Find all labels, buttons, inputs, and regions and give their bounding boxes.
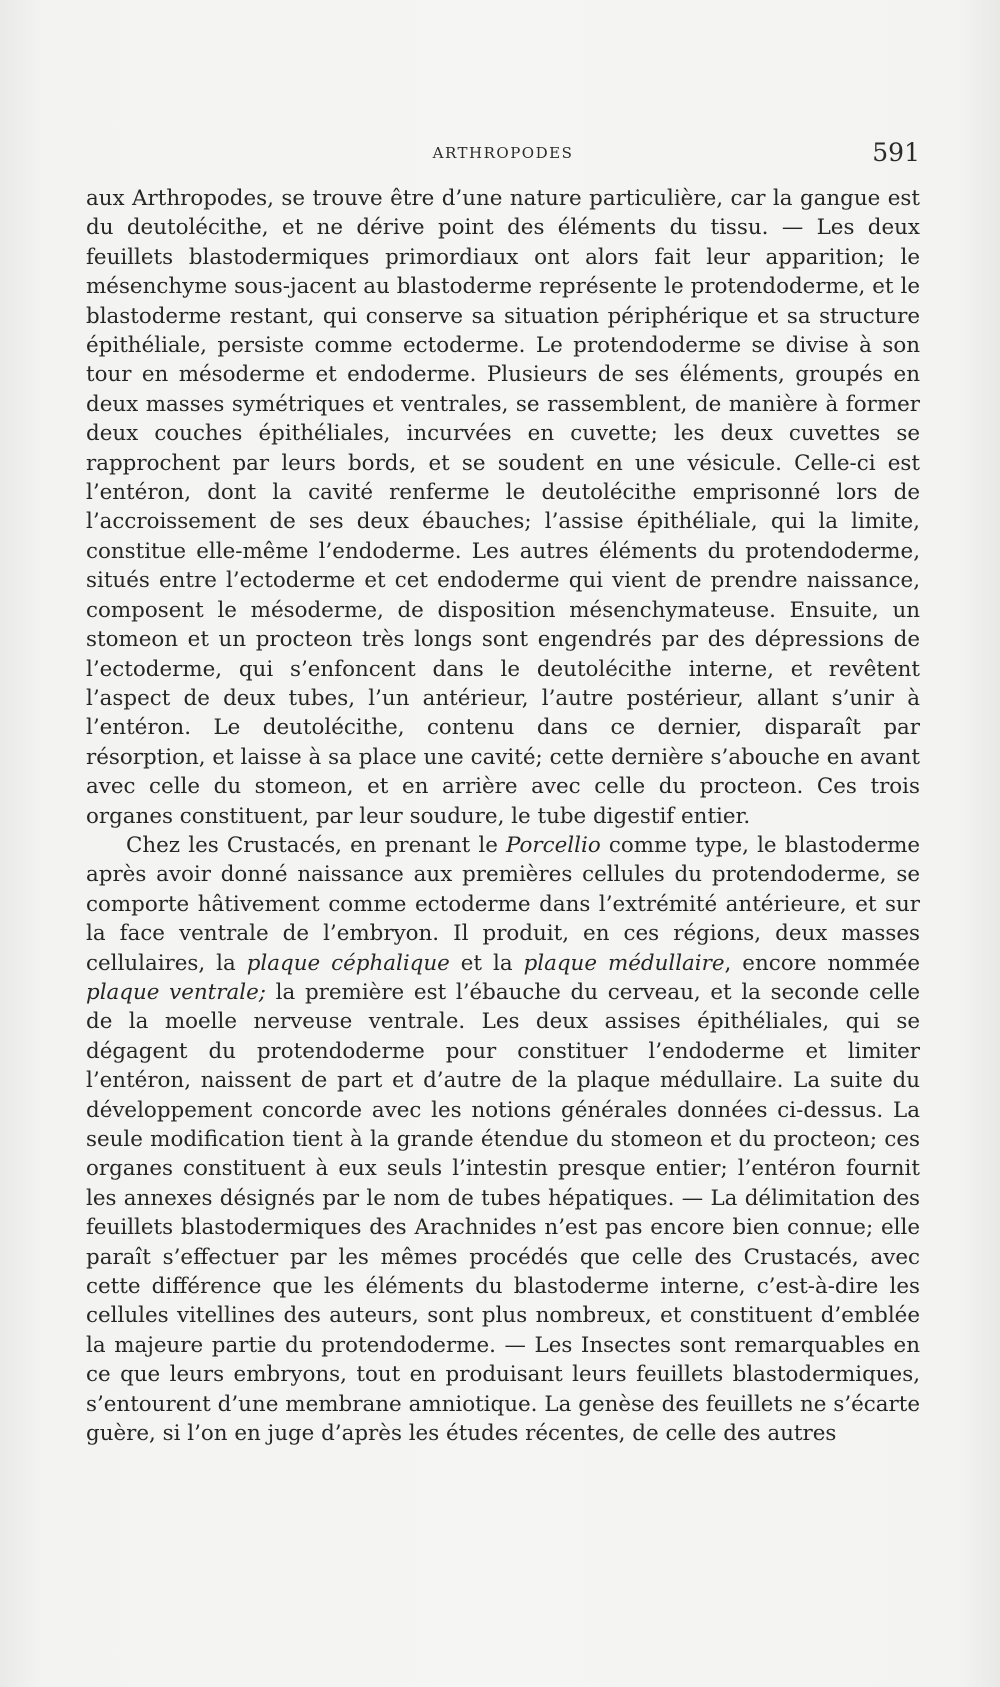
- page-number: 591: [872, 138, 920, 167]
- italic-term: plaque médullaire: [523, 950, 725, 976]
- paragraph-1: [86, 184, 920, 831]
- page-header: [86, 140, 920, 170]
- running-head: ARTHROPODES: [432, 144, 574, 162]
- text-segment: , encore nommée: [724, 950, 920, 976]
- body-text: [86, 184, 920, 1448]
- paragraph-2: [86, 831, 920, 1449]
- text-segment: aux Arthropodes, se trouve être d’une nature particulière, car la gangue est du deutolécithe, et ne dérive point des éléments du tissu. — Les deux feuillets blastodermiques primordiaux ont alors fait leur apparition; le mésenchyme sous-jacent au blastoderme représente le protendoderme, et le blastoderme restant, qui conserve sa situation périphérique et sa structure épithéliale, persiste comme ectoderme. Le protendoderme se divise à son tour en mésoderme et endoderme. Plusieurs de ses éléments, groupés en deux masses symétriques et ventrales, se rassemblent, de manière à former deux couches épithéliales, incurvées en cuvette; les deux cuvettes se rapprochent par leurs bords, et se soudent en une vésicule. Celle-ci est l’entéron, dont la cavité renferme le deutolécithe emprisonné lors de l’accroissement de ses deux ébauches; l’assise épithéliale, qui la limite, constitue elle-même l’endoderme. Les autres éléments du protendoderme, situés entre l’ectoderme et cet endoderme qui vient de prendre naissance, composent le mésoderme, de disposition mésenchymateuse. Ensuite, un stomeon et un procteon très longs sont engendrés par des dépressions de l’ectoderme, qui s’enfoncent dans le deutolécithe interne, et revêtent l’aspect de deux tubes, l’un antérieur, l’autre postérieur, allant s’unir à l’entéron. Le deutolécithe, contenu dans ce dernier, disparaît par résorption, et laisse à sa place une cavité; cette dernière s’abouche en avant avec celle du stomeon, et en arrière avec celle du procteon. Ces trois organes constituent, par leur soudure, le tube digestif entier.: [86, 186, 920, 829]
- italic-term: Porcellio: [506, 832, 601, 858]
- italic-term: plaque céphalique: [246, 950, 450, 976]
- text-segment: et la: [449, 950, 524, 976]
- italic-term: plaque ventrale;: [86, 979, 266, 1005]
- text-segment: comme type, le blastoderme après avoir donné naissance aux premières cellules du protendoderme, se comporte hâtivement comme ectoderme dans l’extrémité antérieure, et sur la face ventrale de l’embryon. Il produit, en ces régions, deux masses cellulaires, la: [86, 832, 921, 976]
- text-segment: la première est l’ébauche du cerveau, et la seconde celle de la moelle nerveuse ventrale. Les deux assises épithéliales, qui se dégagent du protendoderme pour constituer l’endoderme et limiter l’entéron, naissent de part et d’autre de la plaque médullaire. La suite du développement concorde avec les notions générales données ci-dessus. La seule modification tient à la grande étendue du stomeon et du procteon; ces organes constituent à eux seuls l’intestin presque entier; l’entéron fournit les annexes désignés par le nom de tubes hépatiques. — La délimitation des feuillets blastodermiques des Arachnides n’est pas encore bien connue; elle paraît s’effectuer par les mêmes procédés que celle des Crustacés, avec cette différence que les éléments du blastoderme interne, c’est-à-dire les cellules vitellines des auteurs, sont plus nombreux, et constituent d’emblée la majeure partie du protendoderme. — Les Insectes sont remarquables en ce que leurs embryons, tout en produisant leurs feuillets blastodermiques, s’entourent d’une membrane amniotique. La genèse des feuillets ne s’écarte guère, si l’on en juge d’après les études récentes, de celle des autres: [86, 979, 920, 1447]
- text-segment: Chez les Crustacés, en prenant le: [126, 832, 507, 858]
